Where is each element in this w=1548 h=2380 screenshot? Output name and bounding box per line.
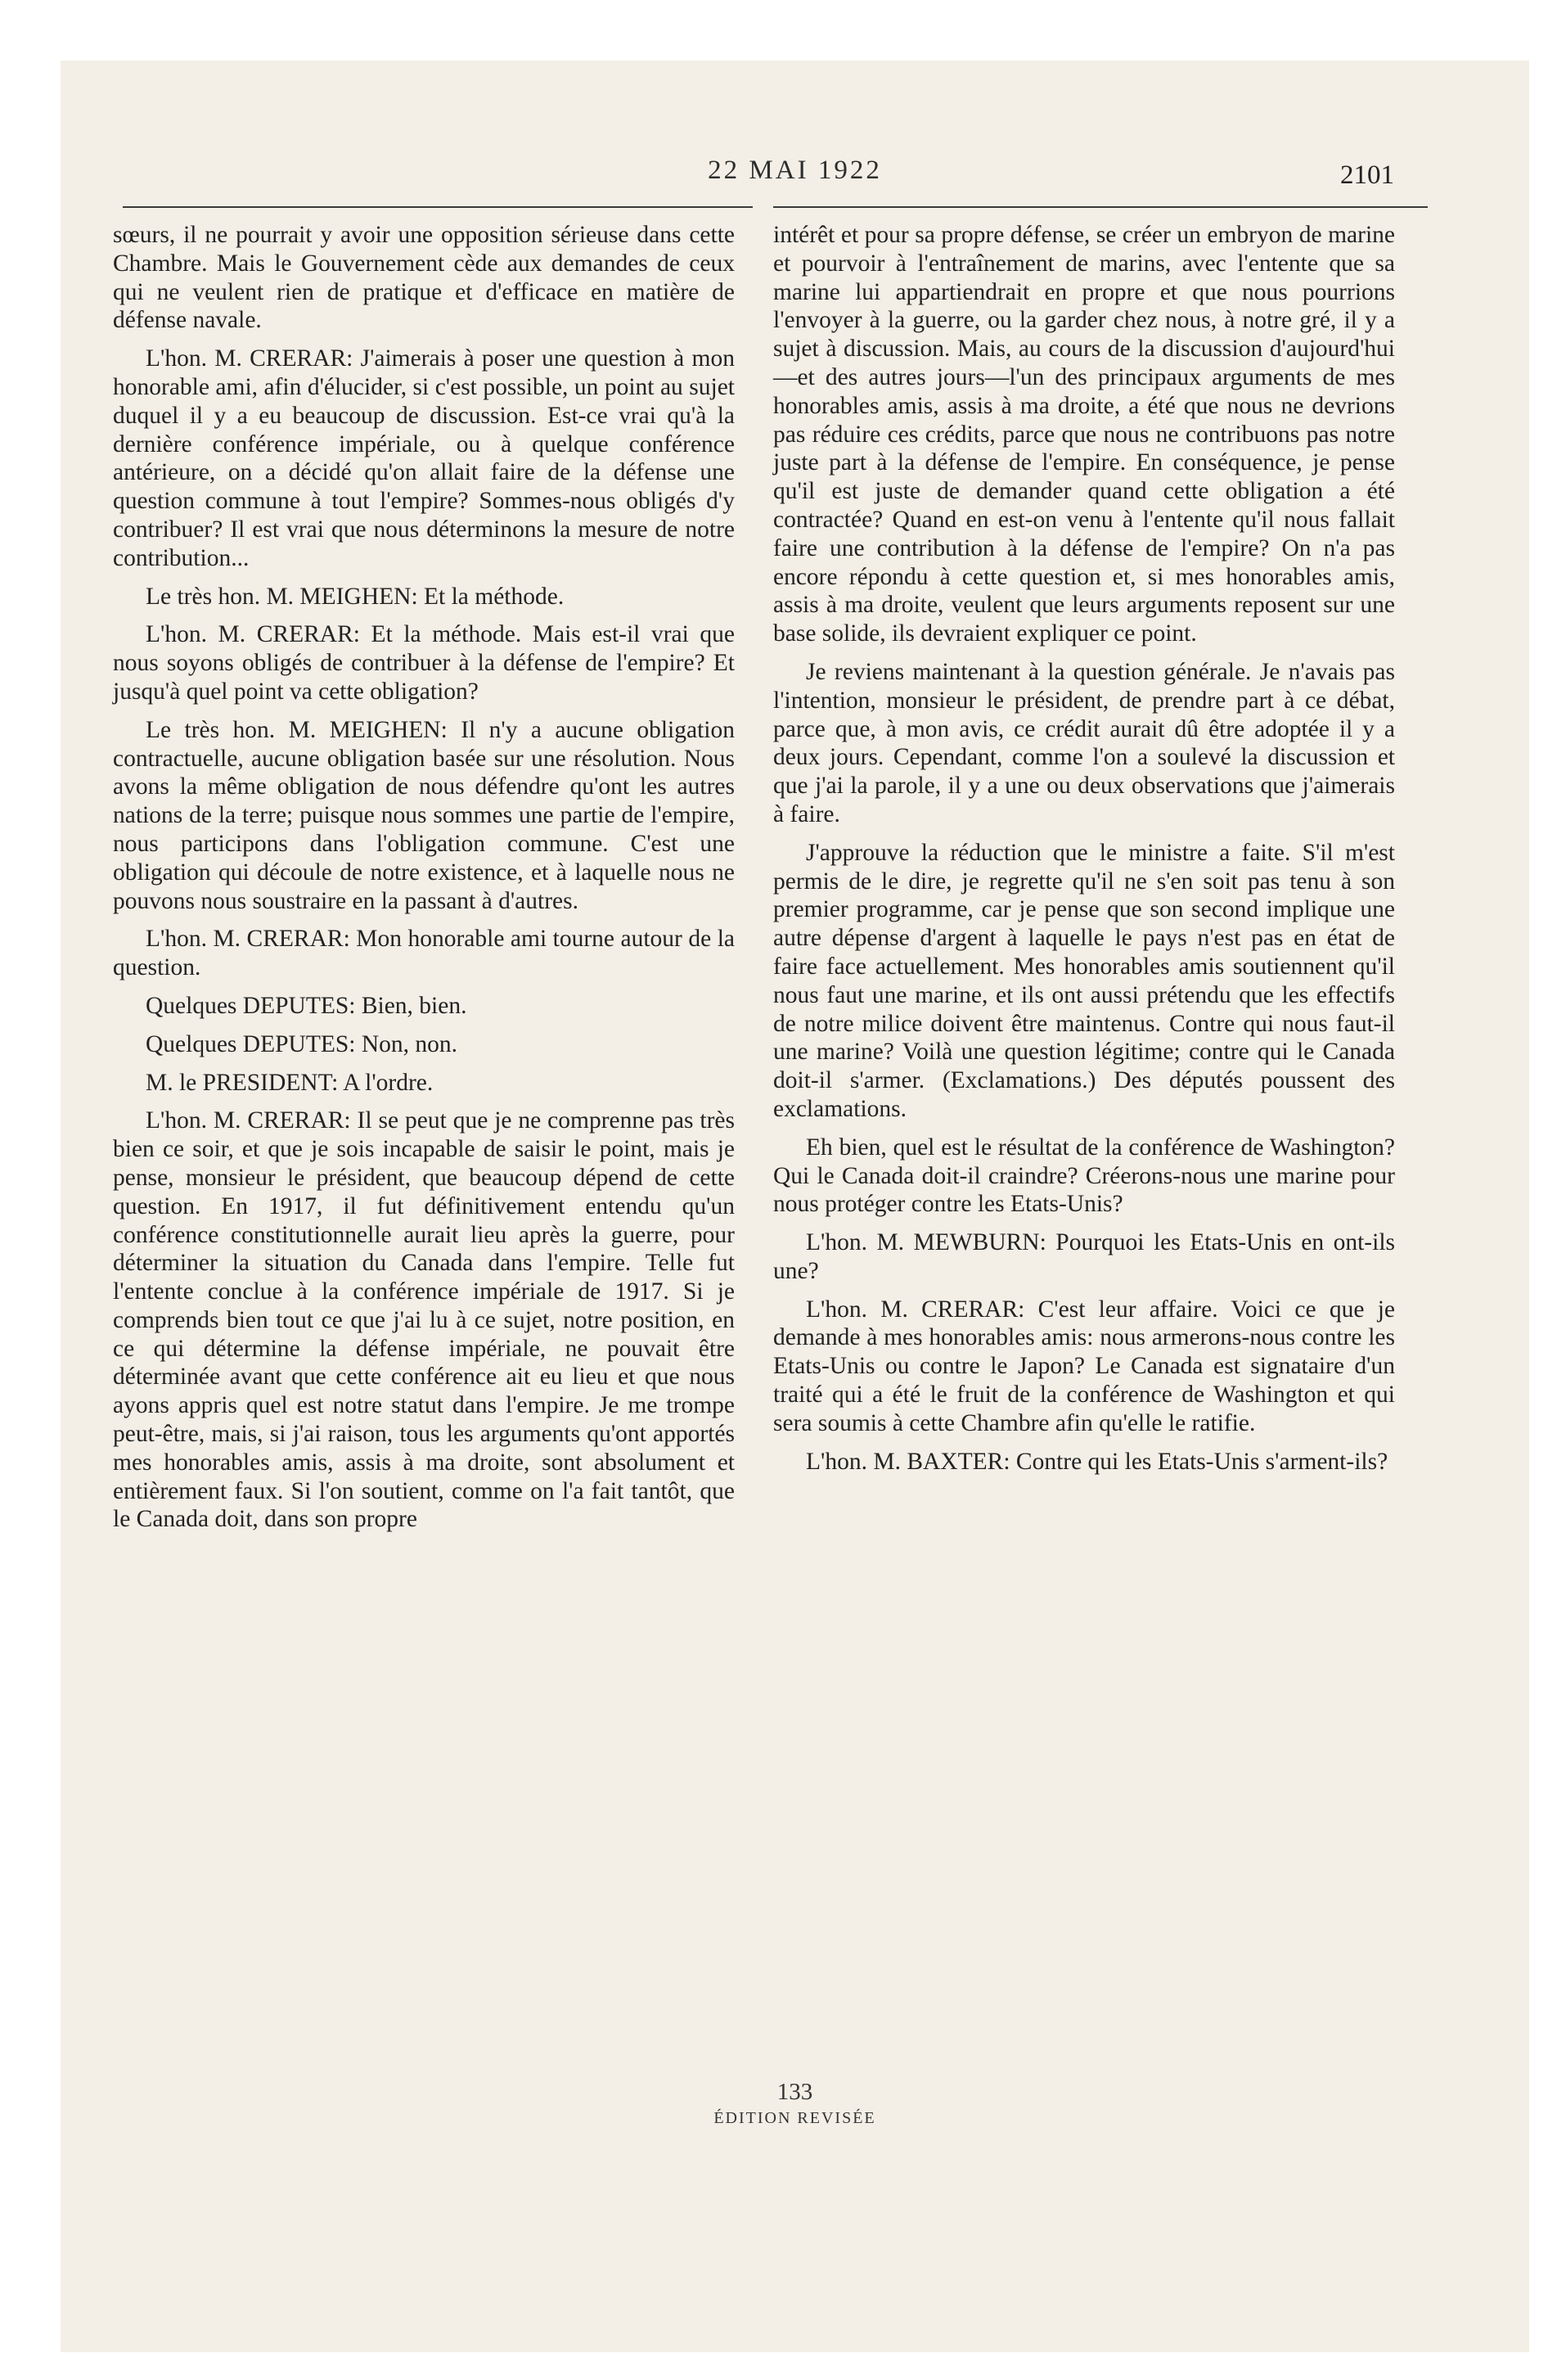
paragraph: L'hon. M. CRERAR: Et la méthode. Mais est-il vrai que nous soyons obligés de contribuer à la défense de l'empire? Et jusqu'à quel point va cette obligation? [113,621,735,705]
footer-number: 133 [776,2079,813,2105]
paragraph: L'hon. M. CRERAR: J'aimerais à poser une question à mon honorable ami, afin d'élucider, si c'est possible, un point au sujet duquel il y a eu beaucoup de discussion. Est-ce vrai qu'à la dernière conférence impériale, ou à quelque conférence antérieure, on a décidé qu'on allait faire de la défense une question commune à tout l'empire? Sommes-nous obligés d'y contribuer? Il est vrai que nous déterminons la mesure de notre contribution... [113,345,735,571]
paragraph: Le très hon. M. MEIGHEN: Et la méthode. [146,583,565,610]
right-column [773,221,1395,1485]
paragraph: Quelques DEPUTES: Bien, bien. [146,992,467,1019]
paragraph: Eh bien, quel est le résultat de la conférence de Washington? Qui le Canada doit-il craindre? Créerons-nous une marine pour nous protéger contre les Etats-Unis? [773,1134,1395,1218]
left-column [113,221,735,1544]
page-number: 2101 [1340,160,1394,190]
paragraph: L'hon. M. BAXTER: Contre qui les Etats-Unis s'arment-ils? [806,1448,1388,1475]
paragraph: L'hon. M. MEWBURN: Pourquoi les Etats-Unis en ont-ils une? [773,1229,1395,1284]
paragraph: Je reviens maintenant à la question générale. Je n'avais pas l'intention, monsieur le président, de prendre part à ce débat, parce que, à mon avis, ce crédit aurait dû être adoptée il y a deux jours. Cependant, comme l'on a soulevé la discussion et que j'ai la parole, il y a une ou deux observations que j'aimerais à faire. [773,658,1395,827]
header-rule-left [123,206,753,208]
paragraph: M. le PRESIDENT: A l'ordre. [146,1069,434,1096]
paragraph: sœurs, il ne pourrait y avoir une opposition sérieuse dans cette Chambre. Mais le Gouvernement cède aux demandes de ceux qui ne veulent rien de pratique et d'efficace en matière de défense navale. [113,222,735,334]
paragraph: intérêt et pour sa propre défense, se créer un embryon de marine et pourvoir à l'entraînement de marins, avec l'entente que sa marine lui appartiendrait en propre et que nous pourrions l'envoyer à la guerre, ou la garder chez nous, à notre gré, il y a sujet à discussion. Mais, au cours de la discussion d'aujourd'hui—et des autres jours—l'un des principaux arguments de mes honorables amis, assis à ma droite, a été que nous ne devrions pas réduire ces crédits, parce que nous ne contribuons pas notre juste part à la défense de l'empire. En conséquence, je pense qu'il est juste de demander quand cette obligation a été contractée? Quand en est-on venu à l'entente qu'il nous fallait faire une contribution à la défense de l'empire? On n'a pas encore répondu à cette question et, si mes honorables amis, assis à ma droite, veulent que leurs arguments reposent sur une base solide, ils devraient expliquer ce point. [773,222,1395,647]
paragraph: L'hon. M. CRERAR: Mon honorable ami tourne autour de la question. [113,926,735,981]
paragraph: L'hon. M. CRERAR: C'est leur affaire. Voici ce que je demande à mes honorables amis: nous armerons-nous contre les Etats-Unis ou contre le Japon? Le Canada est signataire d'un traité qui a été le fruit de la conférence de Washington et qui sera soumis à cette Chambre afin qu'elle le ratifie. [773,1296,1395,1436]
edition-label: ÉDITION REVISÉE [713,2109,876,2127]
paragraph: Quelques DEPUTES: Non, non. [146,1030,458,1057]
page-header [61,156,1529,205]
paragraph: J'approuve la réduction que le ministre a faite. S'il m'est permis de le dire, je regrette qu'il ne s'en soit pas tenu à son premier programme, car je pense que son second implique une autre dépense d'argent à laquelle le pays n'est pas en état de faire face actuellement. Mes honorables amis soutiennent qu'il nous faut une marine, et ils ont aussi prétendu que les effectifs de notre milice doivent être maintenus. Contre qui nous faut-il une marine? Voilà une question légitime; contre qui le Canada doit-il s'armer. (Exclamations.) Des députés poussent des exclamations. [773,839,1395,1122]
header-date: 22 MAI 1922 [708,156,882,185]
header-rule-right [773,206,1428,208]
paragraph: Le très hon. M. MEIGHEN: Il n'y a aucune obligation contractuelle, aucune obligation basée sur une résolution. Nous avons la même obligation de nous défendre qu'ont les autres nations de la terre; puisque nous sommes une partie de l'empire, nous participons dans l'obligation commune. C'est une obligation qui découle de notre existence, et à laquelle nous ne pouvons nous soustraire en la passant à d'autres. [113,716,735,914]
paragraph: L'hon. M. CRERAR: Il se peut que je ne comprenne pas très bien ce soir, et que je sois incapable de saisir le point, mais je pense, monsieur le président, que beaucoup dépend de cette question. En 1917, il fut définitivement entendu qu'un conférence constitutionnelle aurait lieu après la guerre, pour déterminer la situation du Canada dans l'empire. Telle fut l'entente conclue à la conférence impériale de 1917. Si je comprends bien tout ce que j'ai lu à ce sujet, notre position, en ce qui détermine la défense impériale, ne pouvait être déterminée avant que cette conférence ait eu lieu et que nous ayons appris quel est notre statut dans l'empire. Je me trompe peut-être, mais, si j'ai raison, tous les arguments qu'ont apportés mes honorables amis, assis à ma droite, sont absolument et entièrement faux. Si l'on soutient, comme on l'a fait tantôt, que le Canada doit, dans son propre [113,1107,735,1533]
page-footer [61,2079,1529,2128]
